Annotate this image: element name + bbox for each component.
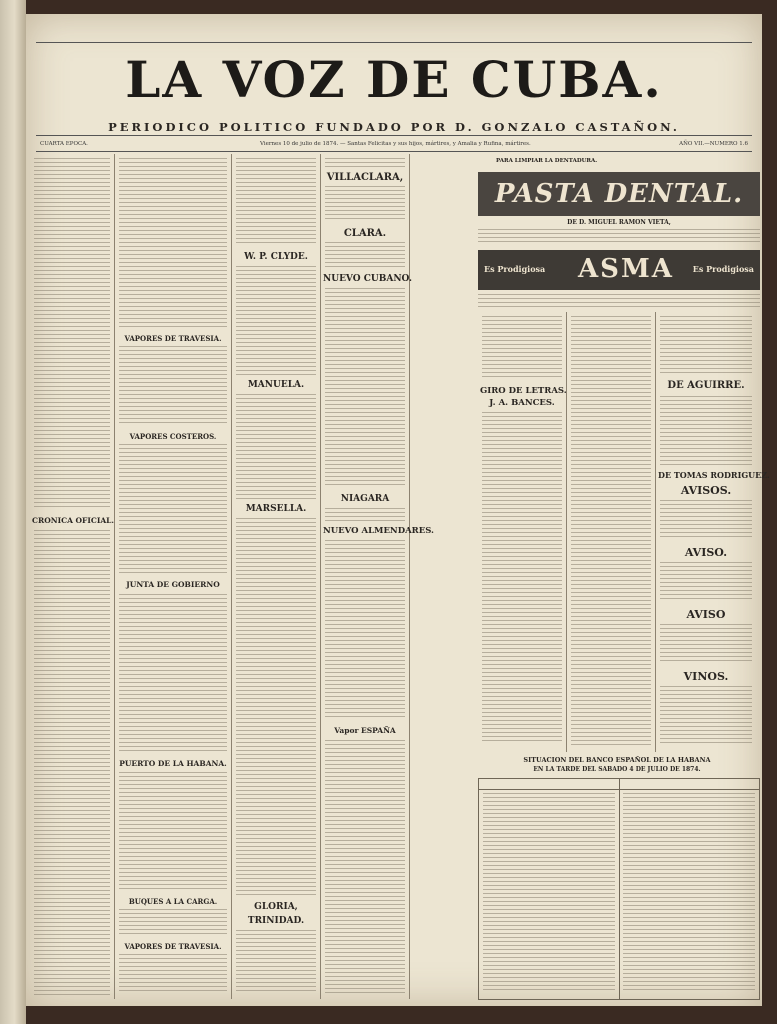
section-heading: AVISOS.	[680, 484, 732, 497]
section-heading: W. P. CLYDE.	[244, 252, 308, 262]
text-block	[119, 444, 227, 574]
text-block	[660, 316, 752, 376]
asma-right-tag: Es Prodigiosa	[692, 264, 754, 274]
column-3	[232, 154, 321, 999]
text-block	[325, 242, 405, 270]
text-block	[660, 624, 752, 664]
text-block	[119, 772, 227, 892]
table-liabilities	[623, 793, 755, 993]
text-block	[119, 909, 227, 937]
section-heading: J. A. BANCES.	[489, 398, 555, 408]
text-block	[325, 740, 405, 995]
table-assets	[483, 793, 615, 993]
section-heading: VILLACLARA,	[326, 172, 404, 183]
volume-label: AÑO VII.—NUMERO 1.6	[679, 141, 748, 147]
section-heading: AVISO.	[684, 546, 728, 559]
section-heading: TRINIDAD.	[247, 916, 305, 926]
section-heading: DE TOMAS RODRIGUEZ.	[658, 470, 770, 480]
table-header-rule	[479, 789, 759, 790]
masthead-title: LA VOZ DE CUBA.	[125, 50, 663, 109]
column-7	[656, 312, 770, 752]
date-text: Viernes 10 de julio de 1874. — Santas Felicitas y sus hijos, mártires, y Amalia y Rufina, mártires.	[260, 141, 531, 147]
pasta-dental-ad: PASTA DENTAL.	[478, 172, 760, 216]
text-block	[119, 954, 227, 994]
text-block	[325, 158, 405, 168]
section-heading: VAPORES COSTEROS.	[129, 432, 217, 441]
text-block	[660, 562, 752, 602]
column-2	[115, 154, 232, 999]
column-1	[30, 154, 115, 999]
asma-left-tag: Es Prodigiosa	[484, 264, 546, 274]
text-block	[571, 316, 651, 746]
book-binding	[0, 0, 26, 1024]
text-block	[325, 186, 405, 222]
section-heading: VINOS.	[683, 670, 729, 683]
newspaper-page	[26, 14, 770, 1006]
subtitle-rule	[36, 135, 752, 136]
text-block	[482, 412, 562, 742]
column-4	[321, 154, 435, 999]
text-block	[34, 158, 110, 508]
text-block	[660, 686, 752, 746]
text-block	[119, 346, 227, 426]
asma-title: ASMA	[578, 254, 674, 284]
dateline-bar	[40, 138, 748, 150]
text-block	[34, 530, 110, 995]
table-divider	[619, 779, 620, 999]
section-heading: CRONICA OFICIAL.	[32, 516, 115, 525]
masthead-subtitle: PERIODICO POLITICO FUNDADO POR D. GONZALO CASTAÑON.	[108, 120, 680, 134]
section-heading: NUEVO ALMENDARES.	[323, 526, 435, 536]
section-heading: GIRO DE LETRAS.	[480, 386, 567, 396]
section-heading: VAPORES DE TRAVESIA.	[124, 334, 222, 343]
section-heading: DE AGUIRRE.	[667, 380, 745, 391]
column-5	[478, 312, 567, 752]
section-heading: NIAGARA	[340, 494, 390, 504]
section-heading: VAPORES DE TRAVESIA.	[124, 942, 222, 951]
section-heading: MANUELA.	[247, 380, 305, 390]
section-heading: JUNTA DE GOBIERNO	[126, 580, 220, 589]
text-block	[236, 394, 316, 499]
section-heading: MARSELLA.	[245, 504, 307, 514]
edition-label: CUARTA EPOCA.	[40, 141, 88, 147]
text-block	[482, 316, 562, 380]
section-heading: PUERTO DE LA HABANA.	[119, 759, 227, 768]
ad-label: PARA LIMPIAR LA DENTADURA.	[496, 158, 598, 164]
text-block	[119, 158, 227, 328]
section-heading: Vapor ESPAÑA	[334, 726, 396, 735]
section-heading: GLORIA,	[254, 902, 298, 912]
section-heading: AVISO	[686, 608, 726, 621]
text-block	[236, 518, 316, 898]
top-rule	[36, 42, 752, 43]
dateline-rule	[36, 151, 752, 152]
text-block	[478, 294, 760, 308]
column-6	[567, 312, 656, 752]
section-heading: CLARA.	[343, 228, 387, 239]
bank-table	[478, 778, 760, 1000]
text-block	[119, 594, 227, 754]
section-heading: NUEVO CUBANO.	[323, 274, 413, 284]
text-block	[325, 540, 405, 720]
asma-ad	[478, 250, 760, 290]
text-block	[325, 508, 405, 522]
text-block	[236, 158, 316, 246]
text-block	[660, 396, 752, 466]
text-block	[660, 500, 752, 540]
text-block	[478, 229, 760, 245]
bank-table-title: SITUACION DEL BANCO ESPAÑOL DE LA HABANA	[523, 756, 711, 764]
bank-table-subtitle: EN LA TARDE DEL SABADO 4 DE JULIO DE 1874.	[533, 766, 701, 773]
text-block	[325, 288, 405, 488]
section-heading: BUQUES A LA CARGA.	[128, 897, 218, 906]
ad-maker: DE D. MIGUEL RAMON VIETA,	[567, 219, 671, 226]
text-block	[236, 266, 316, 376]
text-block	[236, 930, 316, 994]
